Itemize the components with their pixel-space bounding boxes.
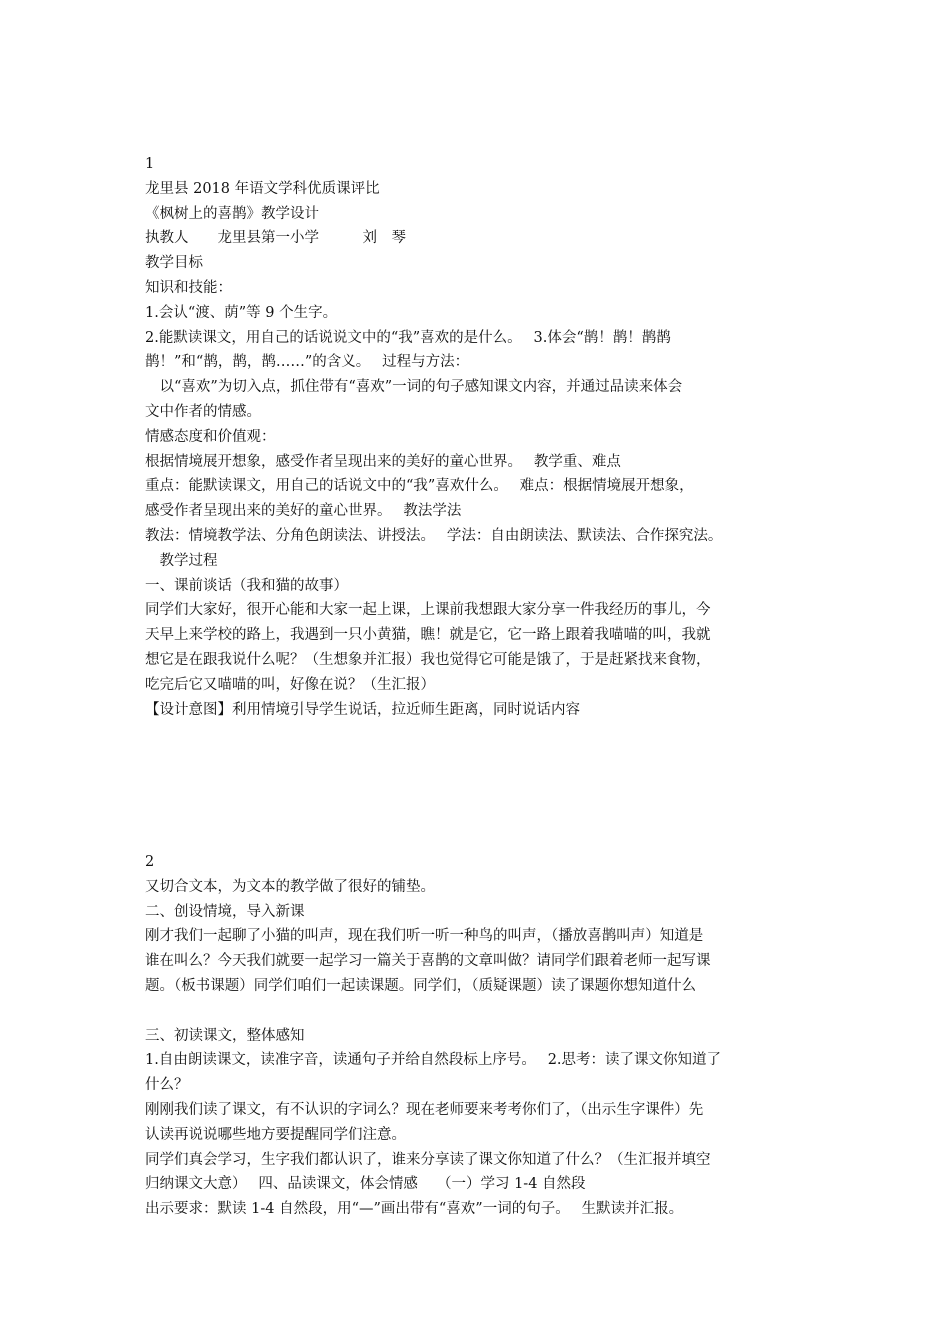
text-line: 刚才我们一起聊了小猫的叫声，现在我们听一听一种鸟的叫声，（播放喜鹊叫声）知道是 xyxy=(145,928,704,945)
text-line: 刚刚我们读了课文，有不认识的字词么？现在老师要来考考你们了，（出示生字课件）先 xyxy=(145,1101,704,1118)
section-heading-process: 教学过程 xyxy=(145,552,218,569)
text-line: 同学们真会学习，生字我们都认识了，谁来分享读了课文你知道了什么？（生汇报并填空 xyxy=(145,1151,711,1168)
text-line: 感受作者呈现出来的美好的童心世界。 教法学法 xyxy=(145,503,462,520)
text-line: 文中作者的情感。 xyxy=(145,403,261,420)
competition-title: 龙里县 2018 年语文学科优质课评比 xyxy=(145,180,380,197)
text-line: 出示要求：默读 1-4 自然段，用“—”画出带有“喜欢”一词的句子。 生默读并汇报。 xyxy=(145,1201,684,1218)
page-1 xyxy=(145,152,815,722)
text-line: 谁在叫么？今天我们就要一起学习一篇关于喜鹊的文章叫做？请同学们跟着老师一起写课 xyxy=(145,953,711,970)
text-line: 鹊！”和“鹊，鹊，鹊……”的含义。 过程与方法： xyxy=(145,354,470,371)
teacher-info: 执教人 龙里县第一小学 刘 琴 xyxy=(145,230,406,247)
text-line: 1.会认“渡、荫”等 9 个生字。 xyxy=(145,304,338,321)
text-line: 重点：能默读课文，用自己的话说文中的“我”喜欢什么。 难点：根据情境展开想象， xyxy=(145,478,694,495)
page-number: 2 xyxy=(145,854,155,870)
section-heading-goals: 教学目标 xyxy=(145,255,203,272)
text-line: 什么？ xyxy=(145,1077,189,1094)
page-number: 1 xyxy=(145,156,155,172)
text-line: 想它是在跟我说什么呢？（生想象并汇报）我也觉得它可能是饿了，于是赶紧找来食物， xyxy=(145,651,711,668)
subheading-knowledge: 知识和技能： xyxy=(145,279,232,296)
subheading-values: 情感态度和价值观： xyxy=(145,428,276,445)
text-line: 根据情境展开想象，感受作者呈现出来的美好的童心世界。 教学重、难点 xyxy=(145,453,621,470)
section-heading-talk: 一、课前谈话（我和猫的故事） xyxy=(145,577,348,594)
text-line: 2.能默读课文，用自己的话说说文中的“我”喜欢的是什么。 3.体会“鹊！鹊！鹊鹊 xyxy=(145,329,671,346)
text-line: 1.自由朗读课文，读准字音，读通句子并给自然段标上序号。 2.思考：读了课文你知道了 xyxy=(145,1052,722,1069)
section-heading-reading: 三、初读课文，整体感知 xyxy=(145,1027,305,1044)
text-line: 题。（板书课题）同学们咱们一起读课题。同学们，（质疑课题）读了课题你想知道什么 xyxy=(145,977,696,994)
text-line: 归纳课文大意） 四、品读课文，体会情感 （一）学习 1-4 自然段 xyxy=(145,1176,586,1193)
section-heading-intro: 二、创设情境，导入新课 xyxy=(145,903,305,920)
text-line: 吃完后它又喵喵的叫，好像在说？（生汇报） xyxy=(145,676,435,693)
text-line: 又切合文本，为文本的教学做了很好的铺垫。 xyxy=(145,878,435,895)
page-2 xyxy=(145,850,815,1222)
blank-line xyxy=(145,999,815,1024)
lesson-title: 《枫树上的喜鹊》教学设计 xyxy=(145,205,319,222)
text-line: 以“喜欢”为切入点，抓住带有“喜欢”一词的句子感知课文内容，并通过品读来体会 xyxy=(145,379,683,396)
text-line: 同学们大家好，很开心能和大家一起上课，上课前我想跟大家分享一件我经历的事儿，今 xyxy=(145,602,711,619)
text-line: 教法：情境教学法、分角色朗读法、讲授法。 学法：自由朗读法、默读法、合作探究法。 xyxy=(145,527,723,544)
text-line: 天早上来学校的路上，我遇到一只小黄猫，瞧！就是它，它一路上跟着我喵喵的叫，我就 xyxy=(145,627,711,644)
text-line: 认读再说说哪些地方要提醒同学们注意。 xyxy=(145,1126,406,1143)
design-intent: 【设计意图】利用情境引导学生说话，拉近师生距离，同时说话内容 xyxy=(145,701,580,718)
